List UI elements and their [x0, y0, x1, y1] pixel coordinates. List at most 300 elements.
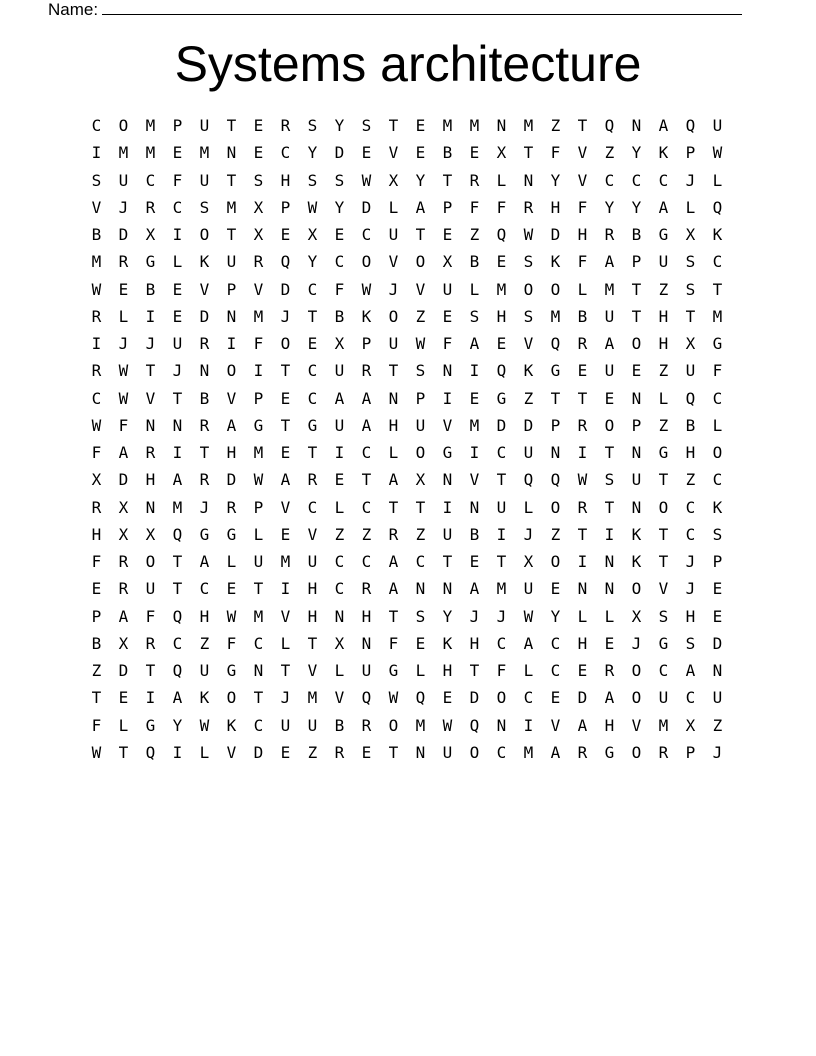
grid-letter: R	[577, 334, 588, 353]
grid-letter: L	[577, 279, 588, 299]
grid-letter: T	[604, 497, 615, 517]
grid-letter: C	[550, 633, 561, 653]
grid-letter: R	[658, 742, 669, 762]
grid-letter: M	[226, 197, 237, 217]
grid-letter: L	[577, 606, 588, 626]
grid-letter: S	[199, 197, 210, 217]
grid-letter: T	[388, 116, 399, 135]
grid-letter: D	[523, 415, 534, 435]
grid-letter: G	[658, 443, 669, 462]
grid-letter: W	[712, 143, 723, 163]
grid-letter: R	[118, 579, 129, 599]
grid-letter: A	[604, 252, 615, 272]
grid-letter: S	[415, 361, 426, 381]
grid-letter: S	[604, 470, 615, 490]
grid-letter: X	[91, 470, 102, 490]
grid-letter: P	[172, 116, 183, 135]
grid-letter: T	[388, 361, 399, 381]
grid-letter: G	[199, 524, 210, 544]
grid-letter: V	[442, 415, 453, 435]
grid-letter: T	[388, 497, 399, 517]
grid-letter: L	[469, 279, 480, 299]
grid-letter: Q	[361, 688, 372, 708]
grid-letter: N	[442, 579, 453, 599]
grid-letter: S	[469, 306, 480, 326]
grid-letter: A	[388, 579, 399, 599]
grid-letter: C	[631, 170, 642, 190]
grid-letter: G	[658, 633, 669, 653]
grid-letter: Z	[658, 415, 669, 435]
grid-letter: J	[145, 334, 156, 353]
grid-letter: C	[685, 688, 696, 708]
grid-letter: Y	[550, 170, 561, 190]
grid-letter: B	[145, 279, 156, 299]
grid-letter: N	[226, 143, 237, 163]
grid-letter: W	[442, 715, 453, 735]
name-field	[48, 0, 742, 18]
grid-letter: W	[415, 334, 426, 353]
grid-letter: V	[307, 524, 318, 544]
grid-letter: A	[388, 552, 399, 571]
grid-letter: H	[145, 470, 156, 490]
grid-letter: R	[145, 197, 156, 217]
grid-letter: I	[496, 524, 507, 544]
grid-letter: Z	[550, 524, 561, 544]
grid-letter: O	[631, 579, 642, 599]
grid-letter: D	[280, 279, 291, 299]
grid-letter: P	[442, 197, 453, 217]
grid-letter: A	[523, 633, 534, 653]
grid-letter: T	[280, 415, 291, 435]
grid-letter: E	[118, 279, 129, 299]
grid-letter: Z	[307, 742, 318, 762]
grid-letter: L	[253, 524, 264, 544]
grid-letter: H	[91, 524, 102, 544]
grid-letter: C	[172, 633, 183, 653]
grid-letter: E	[280, 443, 291, 462]
grid-letter: T	[361, 470, 372, 490]
grid-letter: R	[91, 497, 102, 517]
grid-letter: K	[199, 252, 210, 272]
grid-letter: M	[604, 279, 615, 299]
grid-letter: C	[307, 361, 318, 381]
grid-letter: D	[118, 470, 129, 490]
grid-letter: D	[334, 143, 345, 163]
grid-letter: S	[523, 306, 534, 326]
grid-letter: O	[550, 279, 561, 299]
grid-letter: I	[469, 443, 480, 462]
grid-letter: C	[307, 279, 318, 299]
grid-letter: I	[523, 715, 534, 735]
grid-letter: R	[199, 334, 210, 353]
grid-letter: K	[631, 524, 642, 544]
grid-letter: G	[550, 361, 561, 381]
grid-letter: N	[253, 661, 264, 680]
grid-letter: O	[226, 361, 237, 381]
grid-letter: F	[388, 633, 399, 653]
grid-letter: J	[280, 306, 291, 326]
grid-letter: R	[577, 415, 588, 435]
grid-letter: T	[172, 388, 183, 408]
grid-letter: R	[361, 715, 372, 735]
grid-letter: Z	[550, 116, 561, 135]
grid-letter: H	[199, 606, 210, 626]
grid-letter: M	[280, 552, 291, 571]
grid-letter: S	[685, 633, 696, 653]
grid-letter: V	[307, 661, 318, 680]
grid-letter: N	[415, 579, 426, 599]
grid-letter: J	[523, 524, 534, 544]
grid-letter: S	[91, 170, 102, 190]
grid-letter: Z	[361, 524, 372, 544]
grid-letter: T	[415, 497, 426, 517]
grid-letter: T	[118, 742, 129, 762]
grid-letter: T	[226, 116, 237, 135]
grid-letter: I	[145, 306, 156, 326]
grid-letter: X	[685, 225, 696, 244]
grid-letter: X	[415, 470, 426, 490]
grid-letter: R	[604, 225, 615, 244]
grid-letter: R	[469, 170, 480, 190]
grid-letter: A	[334, 388, 345, 408]
grid-letter: E	[496, 334, 507, 353]
grid-letter: Z	[712, 715, 723, 735]
grid-letter: E	[280, 225, 291, 244]
grid-letter: T	[145, 661, 156, 680]
grid-letter: C	[253, 715, 264, 735]
grid-letter: O	[523, 279, 534, 299]
grid-letter: T	[685, 306, 696, 326]
grid-letter: T	[91, 688, 102, 708]
grid-letter: S	[415, 606, 426, 626]
grid-letter: C	[361, 497, 372, 517]
grid-letter: M	[523, 742, 534, 762]
grid-letter: I	[604, 524, 615, 544]
grid-letter: O	[388, 715, 399, 735]
grid-letter: L	[658, 388, 669, 408]
grid-letter: L	[496, 170, 507, 190]
grid-letter: I	[334, 443, 345, 462]
grid-letter: K	[523, 361, 534, 381]
grid-letter: P	[415, 388, 426, 408]
grid-letter: T	[712, 279, 723, 299]
grid-letter: D	[550, 225, 561, 244]
grid-letter: P	[685, 143, 696, 163]
grid-letter: R	[577, 742, 588, 762]
grid-letter: N	[523, 170, 534, 190]
grid-letter: U	[523, 443, 534, 462]
grid-letter: N	[712, 661, 723, 680]
grid-letter: D	[361, 197, 372, 217]
grid-letter: P	[631, 252, 642, 272]
grid-letter: U	[712, 688, 723, 708]
grid-letter: R	[388, 524, 399, 544]
grid-letter: H	[658, 306, 669, 326]
grid-letter: F	[496, 197, 507, 217]
grid-letter: U	[226, 252, 237, 272]
grid-letter: Q	[496, 225, 507, 244]
grid-letter: I	[172, 225, 183, 244]
grid-letter: N	[145, 415, 156, 435]
grid-letter: C	[361, 443, 372, 462]
grid-letter: B	[685, 415, 696, 435]
grid-letter: X	[334, 334, 345, 353]
grid-letter: Q	[685, 116, 696, 135]
grid-letter: V	[199, 279, 210, 299]
grid-letter: X	[496, 143, 507, 163]
grid-letter: T	[631, 279, 642, 299]
grid-letter: J	[388, 279, 399, 299]
grid-letter: R	[91, 306, 102, 326]
grid-letter: E	[496, 252, 507, 272]
grid-letter: V	[550, 715, 561, 735]
grid-letter: A	[577, 715, 588, 735]
grid-letter: M	[199, 143, 210, 163]
grid-letter: J	[496, 606, 507, 626]
grid-letter: A	[172, 470, 183, 490]
grid-letter: Y	[631, 143, 642, 163]
grid-letter: Q	[523, 470, 534, 490]
grid-letter: A	[658, 197, 669, 217]
grid-letter: X	[118, 633, 129, 653]
grid-letter: C	[658, 170, 669, 190]
grid-letter: T	[253, 579, 264, 599]
grid-letter: E	[253, 143, 264, 163]
grid-letter: I	[91, 334, 102, 353]
grid-letter: M	[172, 497, 183, 517]
grid-letter: T	[577, 388, 588, 408]
grid-letter: U	[523, 579, 534, 599]
grid-letter: H	[685, 606, 696, 626]
grid-letter: T	[172, 552, 183, 571]
grid-letter: E	[442, 306, 453, 326]
grid-letter: E	[280, 742, 291, 762]
grid-letter: Y	[442, 606, 453, 626]
grid-letter: R	[145, 443, 156, 462]
grid-letter: E	[550, 688, 561, 708]
grid-letter: V	[334, 688, 345, 708]
grid-letter: C	[712, 470, 723, 490]
grid-letter: I	[253, 361, 264, 381]
grid-letter: L	[415, 661, 426, 680]
grid-letter: J	[631, 633, 642, 653]
grid-letter: S	[658, 606, 669, 626]
grid-letter: U	[442, 524, 453, 544]
grid-letter: C	[280, 143, 291, 163]
grid-letter: A	[361, 388, 372, 408]
grid-letter: Q	[604, 116, 615, 135]
grid-letter: Q	[172, 524, 183, 544]
grid-letter: U	[442, 742, 453, 762]
grid-letter: K	[712, 225, 723, 244]
grid-letter: E	[361, 742, 372, 762]
grid-letter: P	[361, 334, 372, 353]
grid-letter: T	[442, 552, 453, 571]
grid-letter: P	[253, 497, 264, 517]
grid-letter: B	[91, 633, 102, 653]
grid-letter: J	[685, 170, 696, 190]
grid-letter: B	[469, 252, 480, 272]
grid-letter: Z	[658, 279, 669, 299]
grid-letter: G	[388, 661, 399, 680]
grid-letter: E	[91, 579, 102, 599]
grid-letter: N	[388, 388, 399, 408]
grid-letter: Q	[712, 197, 723, 217]
grid-letter: E	[442, 688, 453, 708]
grid-letter: R	[226, 497, 237, 517]
grid-letter: A	[550, 742, 561, 762]
grid-letter: O	[631, 688, 642, 708]
grid-letter: X	[253, 197, 264, 217]
grid-letter: H	[577, 633, 588, 653]
grid-letter: T	[145, 361, 156, 381]
grid-letter: F	[91, 715, 102, 735]
grid-letter: T	[280, 361, 291, 381]
grid-letter: F	[118, 415, 129, 435]
grid-letter: C	[91, 388, 102, 408]
grid-letter: J	[685, 552, 696, 571]
grid-letter: A	[280, 470, 291, 490]
grid-letter: F	[253, 334, 264, 353]
grid-letter: L	[334, 661, 345, 680]
page-title: Systems architecture	[174, 36, 642, 92]
grid-letter: V	[280, 606, 291, 626]
grid-letter: E	[172, 279, 183, 299]
grid-letter: O	[199, 225, 210, 244]
grid-letter: X	[145, 225, 156, 244]
grid-letter: Y	[550, 606, 561, 626]
grid-letter: N	[550, 443, 561, 462]
grid-letter: M	[253, 443, 264, 462]
grid-letter: F	[172, 170, 183, 190]
grid-letter: L	[685, 197, 696, 217]
grid-letter: D	[469, 688, 480, 708]
grid-letter: W	[361, 170, 372, 190]
grid-letter: U	[658, 688, 669, 708]
grid-letter: F	[91, 552, 102, 571]
grid-letter: C	[145, 170, 156, 190]
grid-letter: H	[388, 415, 399, 435]
grid-letter: C	[415, 552, 426, 571]
grid-letter: C	[307, 497, 318, 517]
grid-letter: E	[604, 388, 615, 408]
grid-letter: E	[172, 306, 183, 326]
grid-letter: T	[307, 633, 318, 653]
grid-letter: V	[91, 197, 102, 217]
grid-letter: U	[388, 334, 399, 353]
grid-letter: E	[469, 552, 480, 571]
grid-letter: N	[631, 388, 642, 408]
grid-letter: T	[388, 742, 399, 762]
grid-letter: X	[253, 225, 264, 244]
grid-letter: K	[199, 688, 210, 708]
grid-letter: M	[145, 143, 156, 163]
grid-letter: D	[496, 415, 507, 435]
grid-letter: E	[604, 633, 615, 653]
grid-letter: T	[550, 388, 561, 408]
grid-letter: T	[415, 225, 426, 244]
grid-letter: I	[469, 361, 480, 381]
grid-letter: P	[253, 388, 264, 408]
grid-letter: I	[577, 552, 588, 571]
grid-letter: C	[334, 252, 345, 272]
grid-letter: N	[496, 715, 507, 735]
grid-letter: Y	[172, 715, 183, 735]
grid-letter: S	[334, 170, 345, 190]
grid-letter: N	[604, 552, 615, 571]
grid-letter: E	[631, 361, 642, 381]
grid-letter: O	[118, 116, 129, 135]
grid-letter: E	[469, 388, 480, 408]
grid-letter: P	[550, 415, 561, 435]
grid-letter: M	[442, 116, 453, 135]
grid-letter: C	[658, 661, 669, 680]
grid-letter: K	[631, 552, 642, 571]
grid-letter: F	[496, 661, 507, 680]
grid-letter: I	[172, 742, 183, 762]
grid-letter: E	[712, 606, 723, 626]
grid-letter: U	[685, 361, 696, 381]
grid-letter: A	[172, 688, 183, 708]
grid-letter: C	[91, 116, 102, 135]
grid-letter: U	[415, 415, 426, 435]
grid-letter: U	[145, 579, 156, 599]
grid-letter: C	[253, 633, 264, 653]
grid-letter: R	[199, 470, 210, 490]
grid-letter: P	[685, 742, 696, 762]
grid-letter: C	[172, 197, 183, 217]
grid-letter: C	[712, 388, 723, 408]
grid-letter: C	[334, 579, 345, 599]
grid-letter: V	[388, 252, 399, 272]
grid-letter: Z	[415, 524, 426, 544]
grid-letter: T	[496, 470, 507, 490]
grid-letter: N	[361, 633, 372, 653]
grid-letter: E	[280, 388, 291, 408]
grid-letter: R	[118, 252, 129, 272]
grid-letter: C	[712, 252, 723, 272]
grid-letter: V	[577, 170, 588, 190]
grid-letter: N	[442, 470, 453, 490]
grid-letter: T	[577, 116, 588, 135]
grid-letter: G	[604, 742, 615, 762]
grid-letter: P	[91, 606, 102, 626]
grid-letter: V	[226, 742, 237, 762]
grid-letter: M	[496, 279, 507, 299]
grid-letter: M	[712, 306, 723, 326]
grid-letter: Z	[604, 143, 615, 163]
grid-letter: O	[469, 742, 480, 762]
grid-letter: N	[631, 116, 642, 135]
grid-letter: M	[253, 606, 264, 626]
grid-letter: W	[307, 197, 318, 217]
grid-letter: L	[118, 715, 129, 735]
grid-letter: C	[496, 742, 507, 762]
grid-letter: L	[523, 497, 534, 517]
grid-letter: C	[685, 524, 696, 544]
grid-letter: U	[307, 552, 318, 571]
grid-letter: A	[118, 443, 129, 462]
grid-letter: N	[199, 361, 210, 381]
grid-letter: Q	[685, 388, 696, 408]
grid-letter: I	[280, 579, 291, 599]
grid-letter: F	[226, 633, 237, 653]
grid-letter: B	[334, 306, 345, 326]
grid-letter: H	[442, 661, 453, 680]
grid-letter: W	[523, 225, 534, 244]
grid-letter: A	[226, 415, 237, 435]
grid-letter: W	[361, 279, 372, 299]
